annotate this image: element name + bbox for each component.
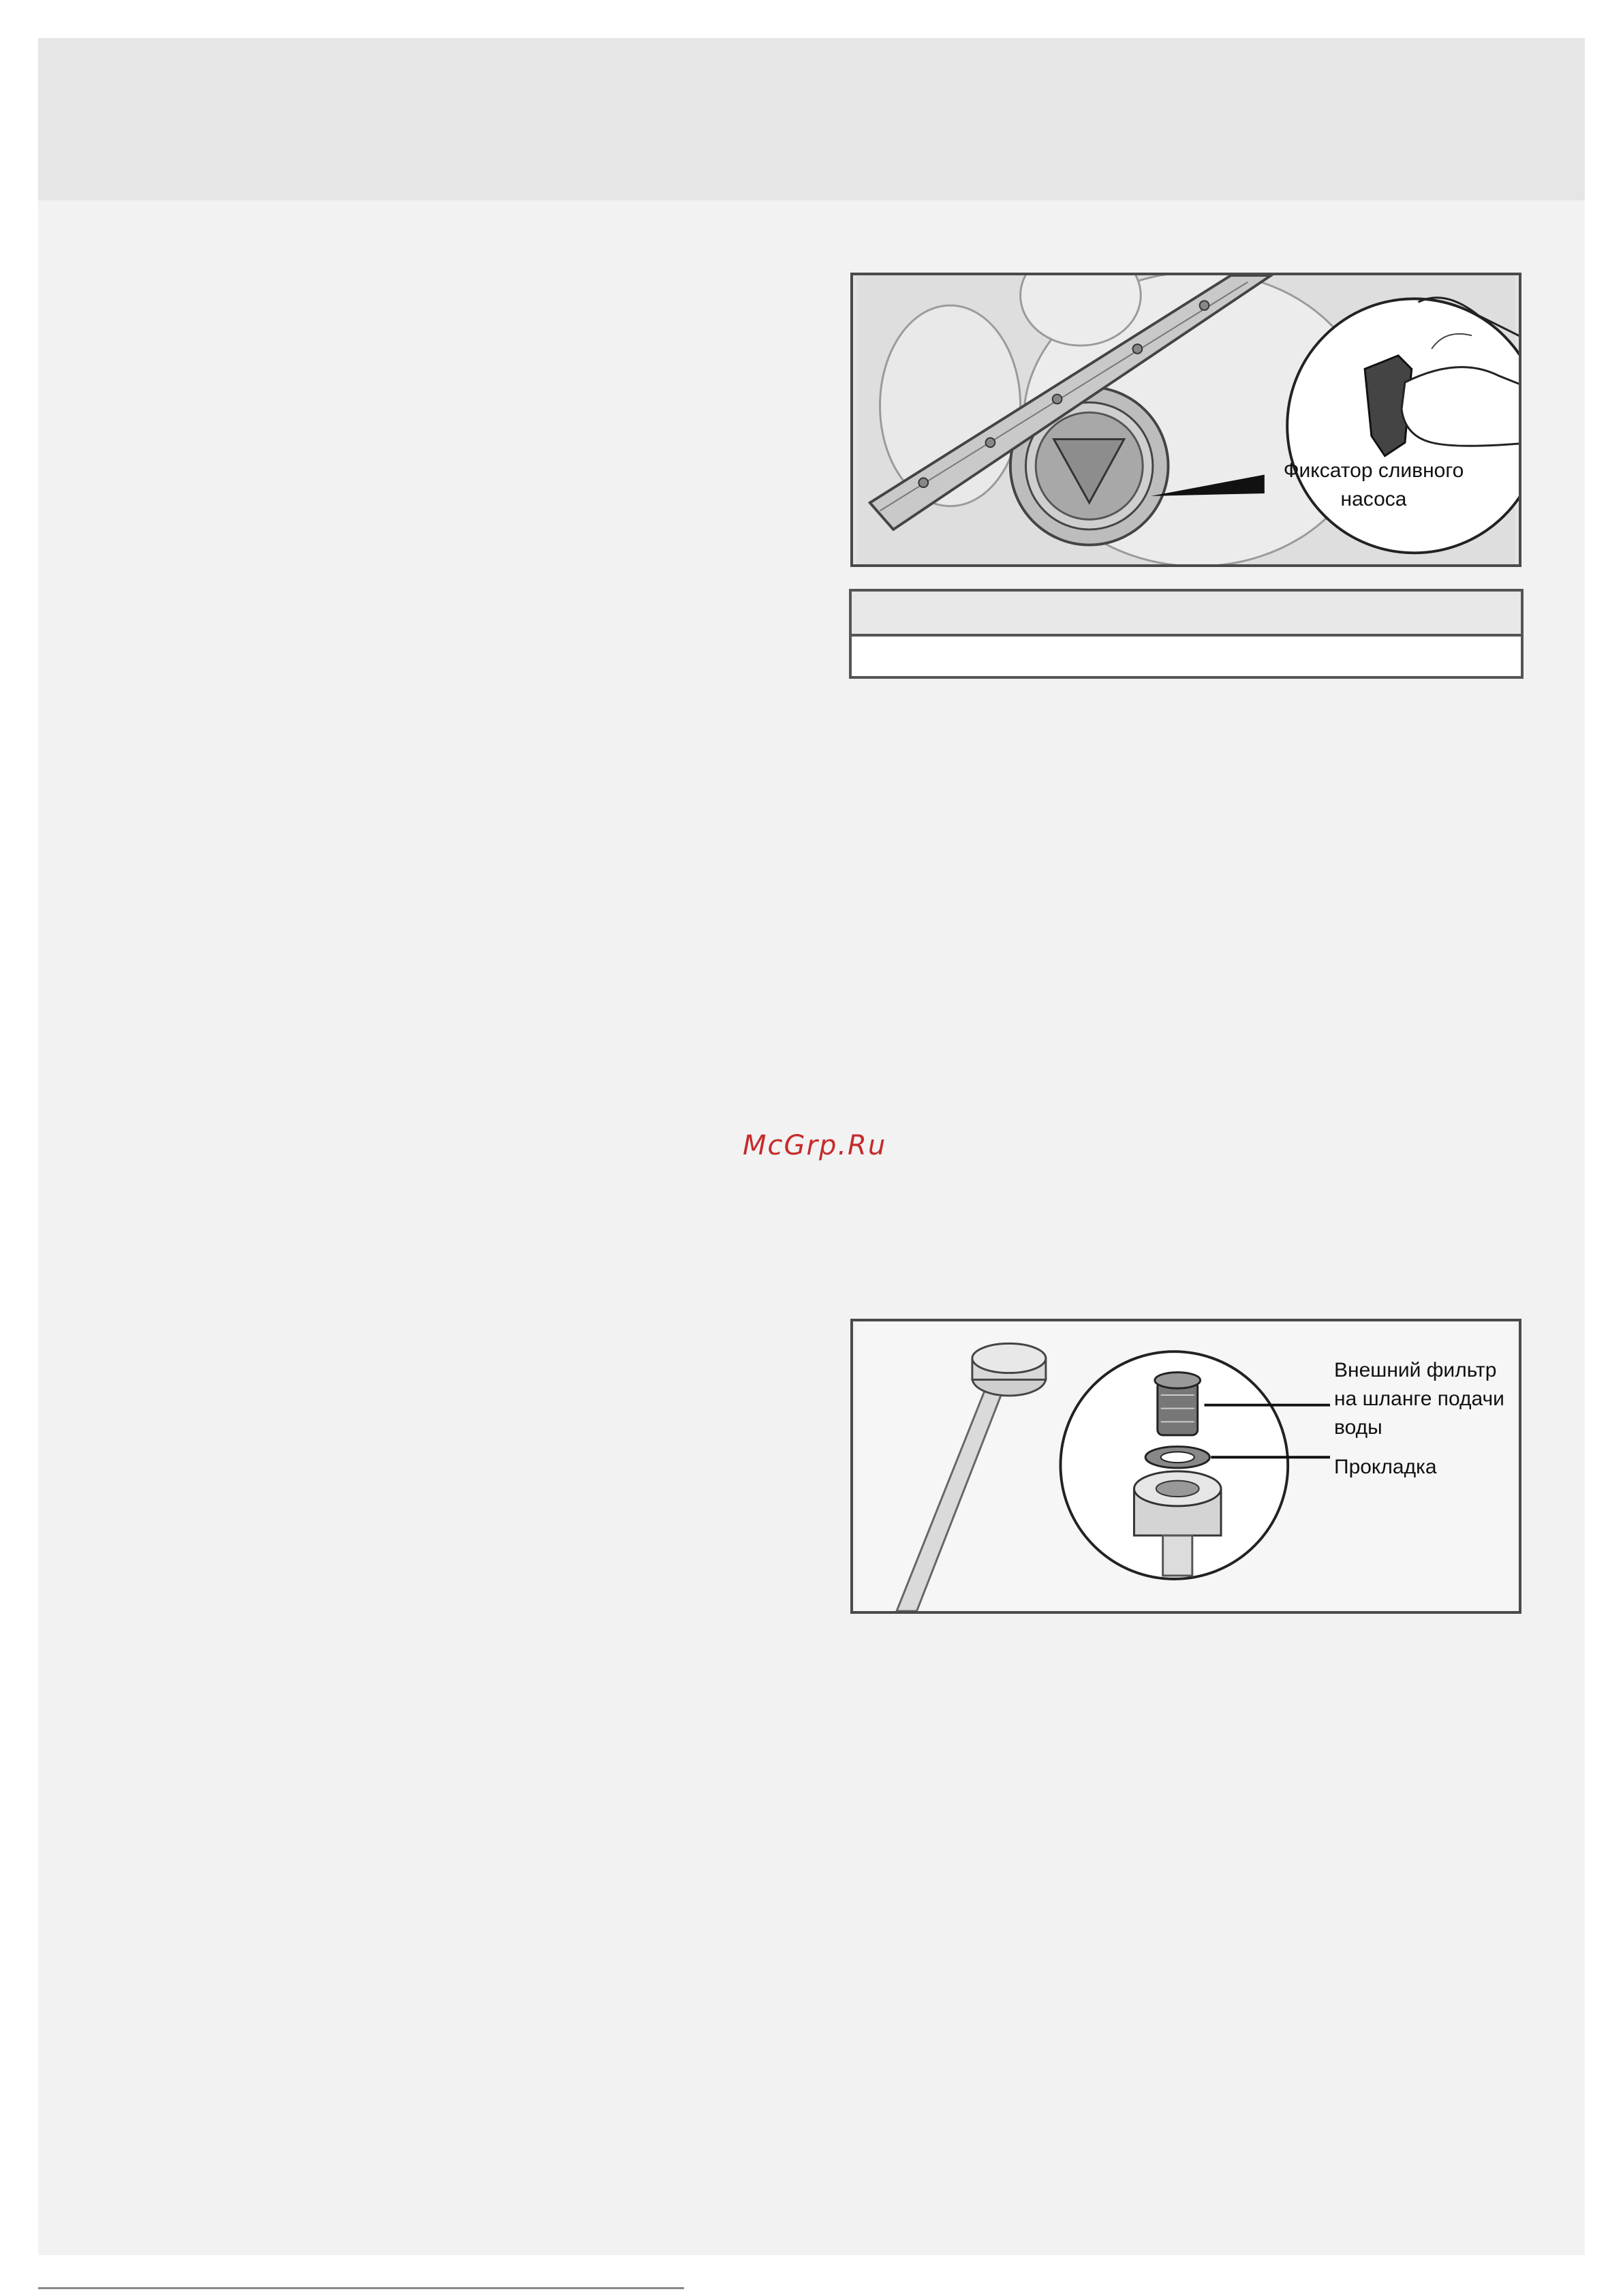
footer-rule: [38, 2287, 684, 2289]
drain-pump-lock-callout: Фиксатор сливного насоса: [1283, 459, 1464, 510]
header-band: [38, 38, 1585, 200]
drain-pump-figure: [850, 273, 1521, 567]
watermark: McGrp.Ru: [743, 1130, 887, 1161]
caption-table: [849, 589, 1524, 679]
caption-table-header: [852, 592, 1521, 637]
gasket-callout: Прокладка: [1334, 1456, 1437, 1478]
inlet-filter-callout: Внешний фильтр на шланге подачи воды: [1334, 1359, 1504, 1439]
drain-pump-illustration: [853, 275, 1519, 564]
